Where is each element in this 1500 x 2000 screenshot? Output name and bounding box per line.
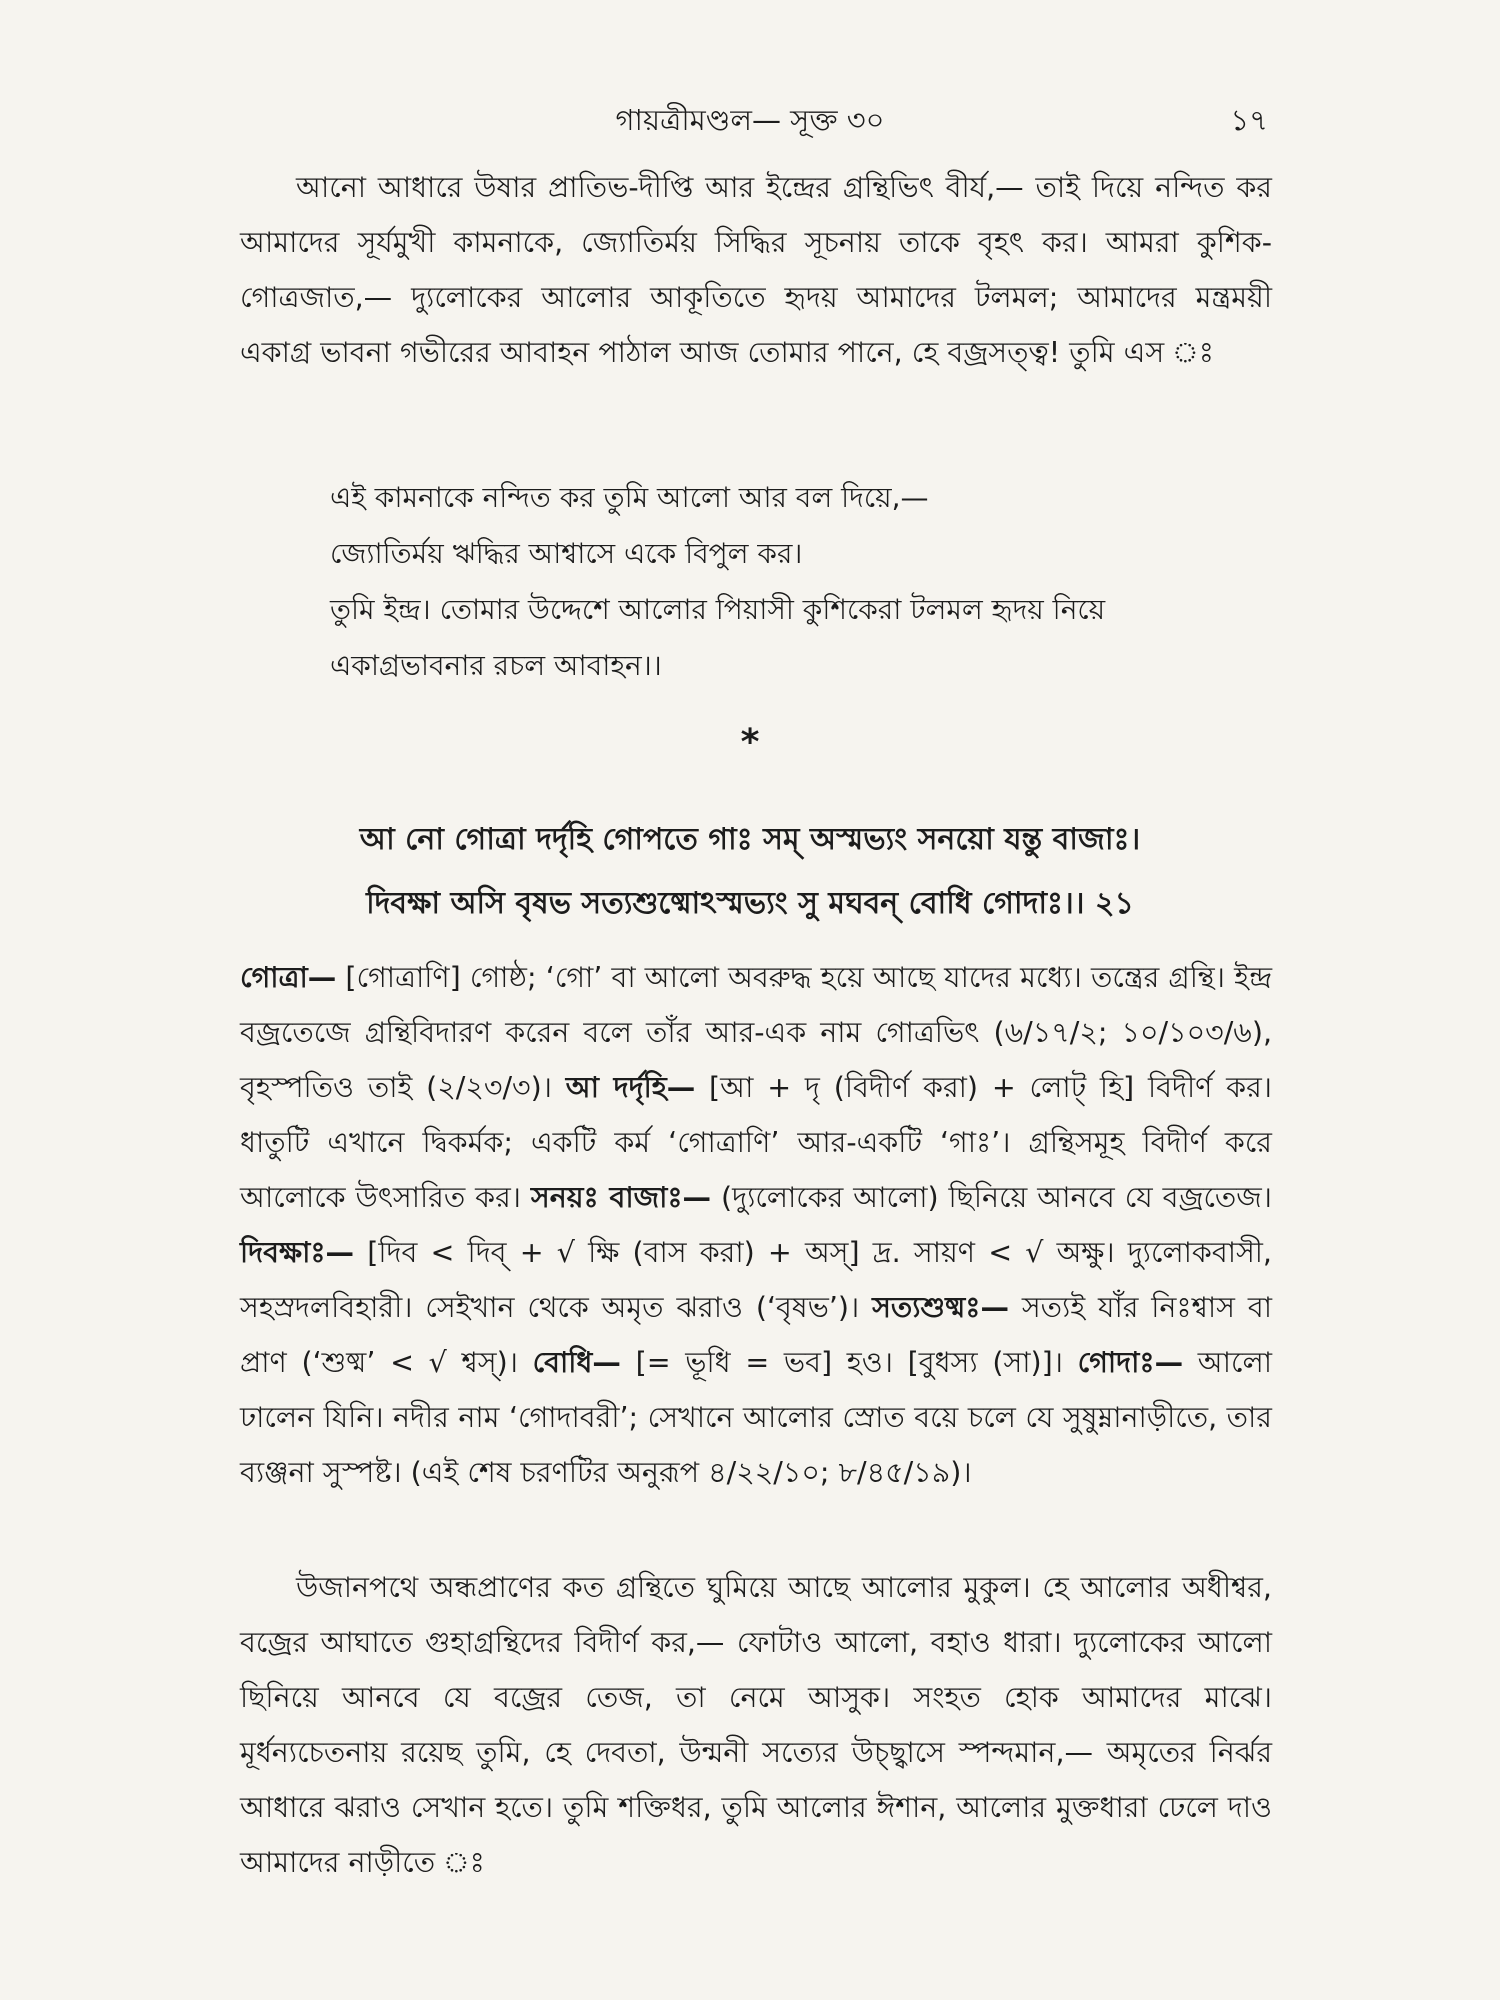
term-godah: গোদাঃ— bbox=[1077, 1346, 1184, 1379]
term-bodhi: বোধি— bbox=[532, 1346, 621, 1379]
verse-line: তুমি ইন্দ্র। তোমার উদ্দেশে আলোর পিয়াসী কুশিকেরা টলমল হৃদয় নিয়ে bbox=[330, 593, 1106, 626]
paragraph-translation: আনো আধারে উষার প্রাতিভ-দীপ্তি আর ইন্দ্রের গ্রন্থিভিৎ বীর্য,— তাই দিয়ে নন্দিত কর আমাদের সূর্যমুখী কামনাকে, জ্যোতির্ময় সিদ্ধির সূচনায় তাকে বৃহৎ কর। আমরা কুশিক-গোত্রজাত,— দ্যুলোকের আলোর আকূতিতে হৃদয় আমাদের টলমল; আমাদের মন্ত্রময়ী একাগ্র ভাবনা গভীরের আবাহন পাঠাল আজ তোমার পানে, হে বজ্রসত্ত্ব! তুমি এস ঃ bbox=[240, 171, 1272, 369]
gloss-text: [= ভূধি = ভব] হও। [বুধস্য (সা)]। bbox=[620, 1346, 1078, 1379]
term-satyashushma: সত্যশুষ্মঃ— bbox=[872, 1291, 1009, 1324]
gloss-text: [আ + দৃ (বিদীর্ণ করা) + লোট্ হি] বিদীর্ণ কর। ধাতুটি এখানে দ্বিকর্মক; একটি কর্ম ‘গোত্রাণি’ আর-একটি ‘গাঃ’। গ্রন্থিসমূহ বিদীর্ণ করে আলোকে উৎসারিত কর। bbox=[240, 1071, 1272, 1214]
running-title: গায়ত্রীমণ্ডল— সূক্ত ৩০ bbox=[615, 103, 885, 137]
sanskrit-mantra bbox=[0, 808, 1500, 936]
page-header bbox=[0, 92, 1500, 142]
section-separator: * bbox=[740, 722, 760, 763]
gloss-text: আলো ঢালেন যিনি। নদীর নাম ‘গোদাবরী’; সেখানে আলোর স্রোত বয়ে চলে যে সুষুম্নানাড়ীতে, তার ব্যঞ্জনা সুস্পষ্ট। (এই শেষ চরণটির অনুরূপ ৪/২২/১০; ৮/৪৫/১৯)। bbox=[240, 1346, 1273, 1489]
page-number: ১৭ bbox=[1230, 103, 1268, 137]
term-divaksha: দিবক্ষাঃ— bbox=[240, 1236, 355, 1269]
mantra-line: দিবক্ষা অসি বৃষভ সত্যশুষ্মোঽস্মভ্যং সু মঘবন্ বোধি গোদাঃ।। ২১ bbox=[366, 886, 1134, 921]
verse-block bbox=[330, 470, 1280, 694]
gloss-text: [দিব < দিব্ + √ ক্ষি (বাস করা) + অস্] দ্র. সায়ণ < √ অক্ষু। দ্যুলোকবাসী, সহস্রদলবিহারী। সেইখান থেকে অমৃত ঝরাও (‘বৃষভ’)। bbox=[240, 1236, 1272, 1324]
term-gotra: গোত্রা— bbox=[240, 961, 337, 994]
term-a-dardrihi: আ দর্দৃহি— bbox=[565, 1071, 696, 1104]
verse-line: এই কামনাকে নন্দিত কর তুমি আলো আর বল দিয়ে,— bbox=[330, 481, 929, 514]
verse-line: জ্যোতির্ময় ঋদ্ধির আশ্বাসে একে বিপুল কর। bbox=[330, 537, 803, 570]
gloss-text: সত্যই যাঁর নিঃশ্বাস বা প্রাণ (‘শুষ্ম’ < √ শ্বস্)। bbox=[240, 1291, 1272, 1379]
term-sanayah-vajah: সনয়ঃ বাজাঃ— bbox=[530, 1181, 712, 1214]
gloss-text: [গোত্রাণি] গোষ্ঠ; ‘গো’ বা আলো অবরুদ্ধ হয়ে আছে যাদের মধ্যে। তন্ত্রের গ্রন্থি। ইন্দ্র বজ্রতেজে গ্রন্থিবিদারণ করেন বলে তাঁর আর-এক নাম গোত্রভিৎ (৬/১৭/২; ১০/১০৩/৬), বৃহস্পতিও তাই (২/২৩/৩)। bbox=[240, 961, 1272, 1104]
verse-line: একাগ্রভাবনার রচল আবাহন।। bbox=[330, 649, 662, 682]
paragraph-commentary bbox=[240, 950, 1272, 1500]
paragraph-interpretation: উজানপথে অন্ধপ্রাণের কত গ্রন্থিতে ঘুমিয়ে আছে আলোর মুকুল। হে আলোর অধীশ্বর, বজ্রের আঘাতে গুহাগ্রন্থিদের বিদীর্ণ কর,— ফোটাও আলো, বহাও ধারা। দ্যুলোকের আলো ছিনিয়ে আনবে যে বজ্রের তেজ, তা নেমে আসুক। সংহত হোক আমাদের মাঝে। মূর্ধন্যচেতনায় রয়েছ তুমি, হে দেবতা, উন্মনী সত্যের উচ্ছ্বাসে স্পন্দমান,— অমৃতের নির্ঝর আধারে ঝরাও সেখান হতে। তুমি শক্তিধর, তুমি আলোর ঈশান, আলোর মুক্তধারা ঢেলে দাও আমাদের নাড়ীতে ঃ bbox=[240, 1571, 1272, 1879]
gloss-text: (দ্যুলোকের আলো) ছিনিয়ে আনবে যে বজ্রতেজ। bbox=[711, 1181, 1272, 1214]
mantra-line: আ নো গোত্রা দর্দৃহি গোপতে গাঃ সম্ অস্মভ্যং সনয়ো যন্তু বাজাঃ। bbox=[359, 822, 1141, 857]
